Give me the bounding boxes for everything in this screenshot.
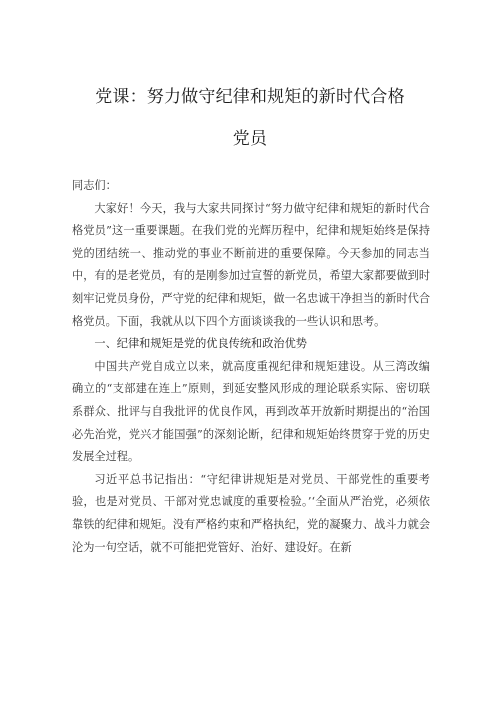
paragraph-history: 中国共产党自成立以来，就高度重视纪律和规矩建设。从三湾改编确立的“支部建在连上”原则，到延安整风形成的理论联系实际、密切联系群众、批评与自我批评的优良作风，再到改革开放新时期提出的“治国必先治党，党兴才能国强”的深刻论断，纪律和规矩始终贯穿于党的历史发展全过程。 bbox=[72, 359, 430, 464]
paragraph-intro: 大家好！今天，我与大家共同探讨“努力做守纪律和规矩的新时代合格党员”这一重要课题。在我们党的光辉历程中，纪律和规矩始终是保持党的团结统一、推动党的事业不断前进的重要保障。今天参加的同志当中，有的是老党员，有的是刚参加过宣誓的新党员，希望大家都要做到时刻牢记党员身份，严守党的纪律和规矩，做一名忠诚干净担当的新时代合格党员。下面，我就从以下四个方面谈谈我的一些认识和思考。 bbox=[72, 201, 431, 328]
section-heading-1: 一、纪律和规矩是党的优良传统和政治优势 bbox=[94, 337, 307, 351]
paragraph-quote: 习近平总书记指出：“守纪律讲规矩是对党员、干部党性的重要考验，也是对党员、干部对党忠诚度的重要检验。’‘全面从严治党，必须依靠铁的纪律和规矩。没有严格约束和严格执纪，党的凝聚力、战斗力就会沦为一句空话，就不可能把党管好、治好、建设好。在新 bbox=[72, 472, 431, 554]
document-title-line-1: 党课：努力做守纪律和规矩的新时代合格 bbox=[95, 87, 405, 107]
salutation: 同志们： bbox=[72, 179, 117, 192]
document-body bbox=[72, 175, 430, 559]
document-title-line-2: 党员 bbox=[232, 129, 268, 149]
